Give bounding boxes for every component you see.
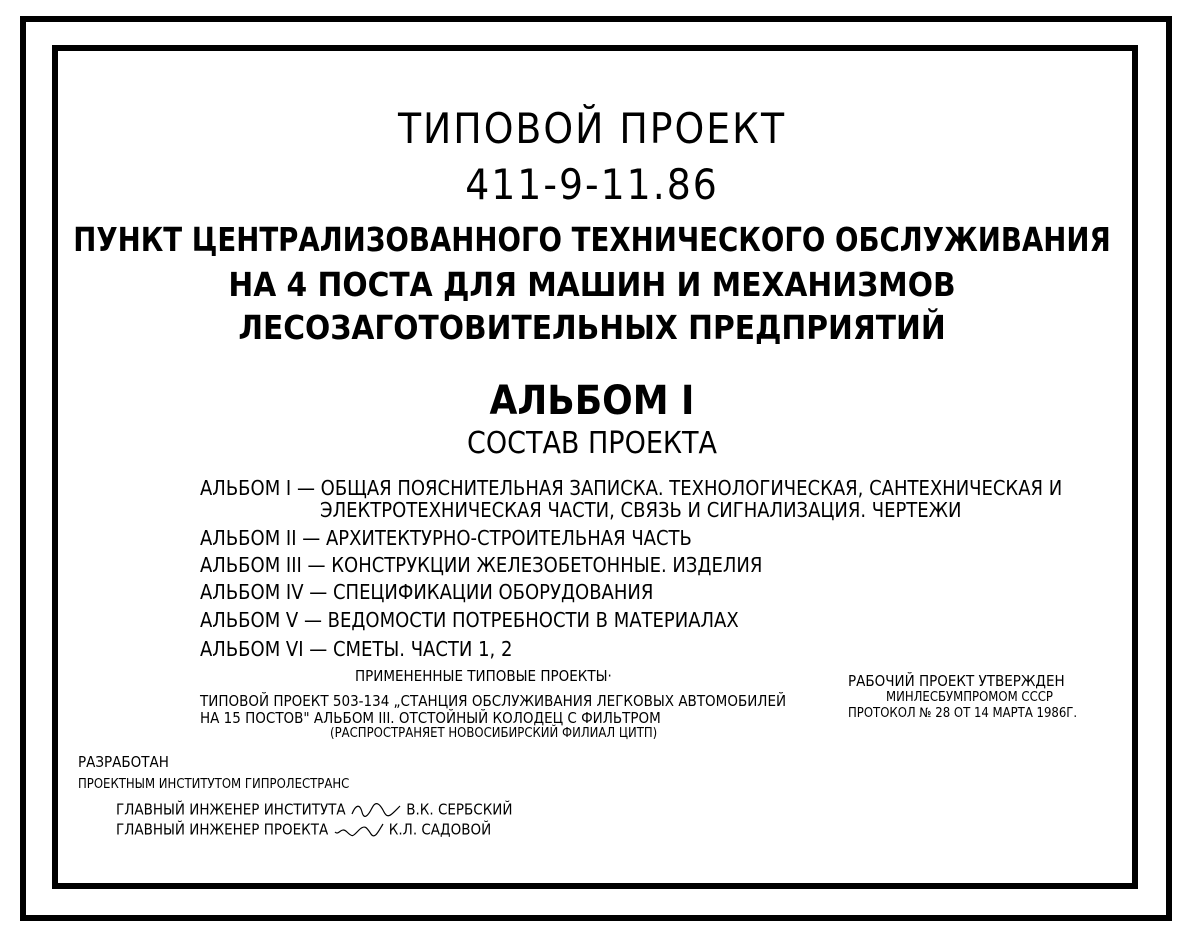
- chief1-role: ГЛАВНЫЙ ИНЖЕНЕР ИНСТИТУТА: [116, 800, 346, 819]
- chief2-name: К.Л. САДОВОЙ: [388, 820, 492, 839]
- applied-line1: ТИПОВОЙ ПРОЕКТ 503-134 „СТАНЦИЯ ОБСЛУЖИВАНИЯ ЛЕГКОВЫХ АВТОМОБИЛЕЙ: [200, 692, 787, 710]
- chief2-role: ГЛАВНЫЙ ИНЖЕНЕР ПРОЕКТА: [116, 820, 329, 839]
- developer-label: РАЗРАБОТАН: [78, 753, 169, 771]
- applied-title: ПРИМЕНЕННЫЕ ТИПОВЫЕ ПРОЕКТЫ·: [355, 667, 612, 685]
- chief1-name: В.К. СЕРБСКИЙ: [406, 800, 513, 819]
- album-item: АЛЬБОМ IV — СПЕЦИФИКАЦИИ ОБОРУДОВАНИЯ: [200, 580, 654, 604]
- composition-title: СОСТАВ ПРОЕКТА: [467, 426, 717, 461]
- chief-engineer-institute: [116, 800, 512, 820]
- chief-engineer-project: [116, 820, 491, 840]
- album-item: ЭЛЕКТРОТЕХНИЧЕСКАЯ ЧАСТИ, СВЯЗЬ И СИГНАЛИЗАЦИЯ. ЧЕРТЕЖИ: [320, 498, 962, 522]
- header-line3: ПУНКТ ЦЕНТРАЛИЗОВАННОГО ТЕХНИЧЕСКОГО ОБСЛУЖИВАНИЯ: [73, 220, 1111, 259]
- applied-line3: (РАСПРОСТРАНЯЕТ НОВОСИБИРСКИЙ ФИЛИАЛ ЦИТП): [330, 726, 658, 741]
- project-number: 411-9-11.86: [465, 160, 719, 209]
- developer-org: ПРОЕКТНЫМ ИНСТИТУТОМ ГИПРОЛЕСТРАНС: [78, 777, 350, 792]
- album-title: АЛЬБОМ I: [489, 378, 695, 424]
- applied-line2: НА 15 ПОСТОВ" АЛЬБОМ III. ОТСТОЙНЫЙ КОЛОДЕЦ С ФИЛЬТРОМ: [200, 709, 661, 727]
- header-line5: ЛЕСОЗАГОТОВИТЕЛЬНЫХ ПРЕДПРИЯТИЙ: [238, 308, 946, 347]
- signature-2: [333, 820, 385, 840]
- album-item: АЛЬБОМ I — ОБЩАЯ ПОЯСНИТЕЛЬНАЯ ЗАПИСКА. ТЕХНОЛОГИЧЕСКАЯ, САНТЕХНИЧЕСКАЯ И: [200, 476, 1063, 500]
- album-item: АЛЬБОМ III — КОНСТРУКЦИИ ЖЕЛЕЗОБЕТОННЫЕ. ИЗДЕЛИЯ: [200, 553, 763, 577]
- approval-line3: ПРОТОКОЛ № 28 ОТ 14 МАРТА 1986Г.: [848, 706, 1078, 721]
- approval-line1: РАБОЧИЙ ПРОЕКТ УТВЕРЖДЕН: [848, 672, 1065, 690]
- album-item: АЛЬБОМ II — АРХИТЕКТУРНО-СТРОИТЕЛЬНАЯ ЧАСТЬ: [200, 526, 692, 550]
- header-line4: НА 4 ПОСТА ДЛЯ МАШИН И МЕХАНИЗМОВ: [228, 265, 956, 304]
- approval-line2: МИНЛЕСБУМПРОМОМ СССР: [886, 690, 1053, 705]
- album-item: АЛЬБОМ V — ВЕДОМОСТИ ПОТРЕБНОСТИ В МАТЕРИАЛАХ: [200, 608, 739, 632]
- signature-1: [350, 800, 402, 820]
- header-line1: ТИПОВОЙ ПРОЕКТ: [397, 104, 787, 153]
- album-item: АЛЬБОМ VI — СМЕТЫ. ЧАСТИ 1, 2: [200, 637, 513, 661]
